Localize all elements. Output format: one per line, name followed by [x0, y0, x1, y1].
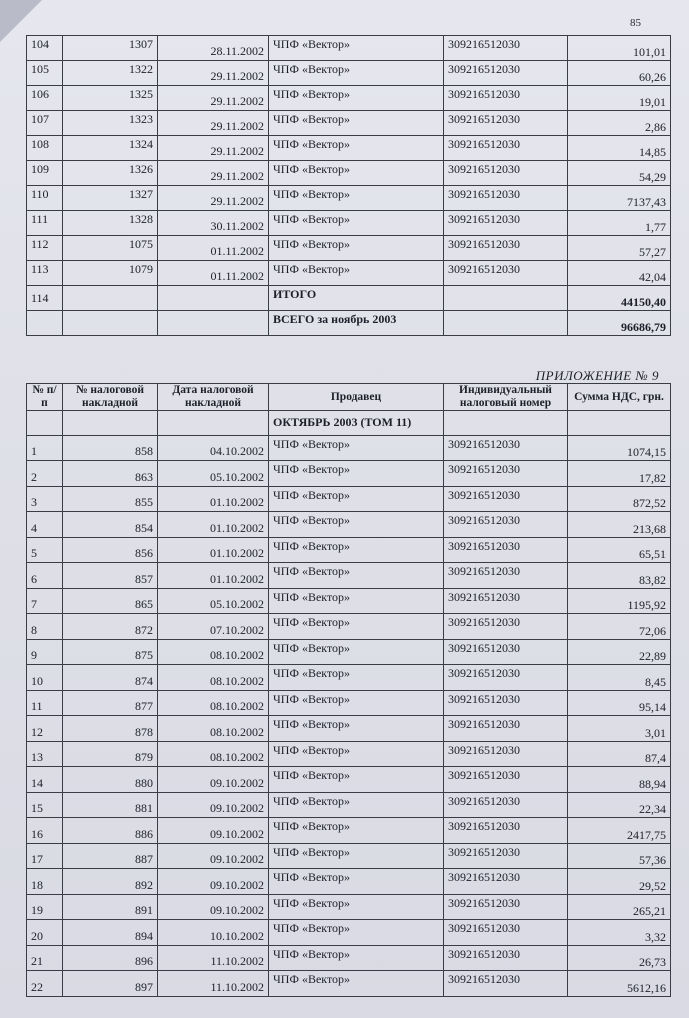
seller-name: ЧПФ «Вектор» — [269, 537, 444, 563]
table-row — [27, 716, 671, 742]
vat-sum: 3,01 — [568, 716, 671, 742]
invoice-date: 05.10.2002 — [158, 588, 269, 614]
invoice-number: 896 — [63, 945, 158, 971]
row-number: 104 — [27, 36, 63, 61]
empty-cell — [63, 286, 158, 311]
table-row — [27, 792, 671, 818]
invoice-number: 1323 — [63, 111, 158, 136]
table-row — [27, 512, 671, 538]
header-sum: Сумма НДС, грн. — [568, 384, 671, 411]
invoice-number: 863 — [63, 461, 158, 487]
seller-name: ЧПФ «Вектор» — [269, 136, 444, 161]
header-invoice: № налоговой накладной — [63, 384, 158, 411]
table-row — [27, 741, 671, 767]
invoice-date: 09.10.2002 — [158, 792, 269, 818]
tax-number: 309216512030 — [444, 614, 568, 640]
invoice-date: 10.10.2002 — [158, 920, 269, 946]
invoice-number: 881 — [63, 792, 158, 818]
row-number: 12 — [27, 716, 63, 742]
row-number: 19 — [27, 894, 63, 920]
invoice-date: 29.11.2002 — [158, 136, 269, 161]
page-number: 85 — [630, 17, 641, 29]
seller-name: ЧПФ «Вектор» — [269, 486, 444, 512]
row-number: 11 — [27, 690, 63, 716]
header-number: № п/п — [27, 384, 63, 411]
seller-name: ЧПФ «Вектор» — [269, 716, 444, 742]
seller-name: ЧПФ «Вектор» — [269, 690, 444, 716]
table-header-row — [27, 384, 671, 411]
table-row — [27, 537, 671, 563]
section-title-row — [27, 411, 671, 436]
seller-name: ЧПФ «Вектор» — [269, 818, 444, 844]
tax-number: 309216512030 — [444, 843, 568, 869]
vat-sum: 8,45 — [568, 665, 671, 691]
table-row — [27, 843, 671, 869]
invoice-number: 887 — [63, 843, 158, 869]
october-table — [26, 383, 671, 997]
vat-sum: 5612,16 — [568, 971, 671, 997]
invoice-date: 04.10.2002 — [158, 435, 269, 461]
table-row — [27, 971, 671, 997]
invoice-date: 08.10.2002 — [158, 716, 269, 742]
invoice-date: 29.11.2002 — [158, 161, 269, 186]
row-number: 4 — [27, 512, 63, 538]
invoice-date: 07.10.2002 — [158, 614, 269, 640]
invoice-date: 01.11.2002 — [158, 261, 269, 286]
row-number: 109 — [27, 161, 63, 186]
table-row — [27, 920, 671, 946]
invoice-date: 08.10.2002 — [158, 690, 269, 716]
row-number: 14 — [27, 767, 63, 793]
seller-name: ЧПФ «Вектор» — [269, 186, 444, 211]
invoice-number: 1075 — [63, 236, 158, 261]
vat-sum: 101,01 — [568, 36, 671, 61]
table-row — [27, 614, 671, 640]
table-row — [27, 894, 671, 920]
tax-number: 309216512030 — [444, 111, 568, 136]
empty-cell — [158, 311, 269, 336]
seller-name: ЧПФ «Вектор» — [269, 971, 444, 997]
empty-cell — [27, 311, 63, 336]
vat-sum: 14,85 — [568, 136, 671, 161]
row-number: 114 — [27, 286, 63, 311]
tax-number: 309216512030 — [444, 161, 568, 186]
tax-number: 309216512030 — [444, 236, 568, 261]
seller-name: ЧПФ «Вектор» — [269, 36, 444, 61]
row-number: 20 — [27, 920, 63, 946]
tax-number: 309216512030 — [444, 537, 568, 563]
vat-sum: 872,52 — [568, 486, 671, 512]
table-row — [27, 435, 671, 461]
tax-number: 309216512030 — [444, 690, 568, 716]
invoice-number: 1079 — [63, 261, 158, 286]
invoice-date: 01.10.2002 — [158, 512, 269, 538]
invoice-number: 857 — [63, 563, 158, 589]
table-row — [27, 767, 671, 793]
section-title: ОКТЯБРЬ 2003 (ТОМ 11) — [269, 411, 444, 436]
table-row — [27, 665, 671, 691]
table-row — [27, 136, 671, 161]
row-number: 15 — [27, 792, 63, 818]
seller-name: ЧПФ «Вектор» — [269, 461, 444, 487]
seller-name: ЧПФ «Вектор» — [269, 61, 444, 86]
invoice-date: 08.10.2002 — [158, 665, 269, 691]
seller-name: ЧПФ «Вектор» — [269, 563, 444, 589]
row-number: 3 — [27, 486, 63, 512]
seller-name: ЧПФ «Вектор» — [269, 588, 444, 614]
vat-sum: 95,14 — [568, 690, 671, 716]
invoice-number: 1328 — [63, 211, 158, 236]
invoice-date: 09.10.2002 — [158, 894, 269, 920]
invoice-date: 08.10.2002 — [158, 741, 269, 767]
seller-name: ЧПФ «Вектор» — [269, 111, 444, 136]
seller-name: ЧПФ «Вектор» — [269, 945, 444, 971]
row-number: 106 — [27, 86, 63, 111]
total-sum: 44150,40 — [568, 286, 671, 311]
seller-name: ЧПФ «Вектор» — [269, 161, 444, 186]
table-row — [27, 36, 671, 61]
empty-cell — [158, 286, 269, 311]
tax-number: 309216512030 — [444, 767, 568, 793]
seller-name: ЧПФ «Вектор» — [269, 665, 444, 691]
row-number: 108 — [27, 136, 63, 161]
vat-sum: 2,86 — [568, 111, 671, 136]
appendix-label: ПРИЛОЖЕНИЕ № 9 — [535, 368, 659, 383]
tax-number: 309216512030 — [444, 563, 568, 589]
invoice-number: 874 — [63, 665, 158, 691]
vat-sum: 213,68 — [568, 512, 671, 538]
table-row — [27, 563, 671, 589]
tax-number: 309216512030 — [444, 36, 568, 61]
invoice-number: 856 — [63, 537, 158, 563]
table-row — [27, 818, 671, 844]
vat-sum: 60,26 — [568, 61, 671, 86]
invoice-number: 880 — [63, 767, 158, 793]
row-number: 112 — [27, 236, 63, 261]
invoice-date: 29.11.2002 — [158, 186, 269, 211]
total-row — [27, 286, 671, 311]
seller-name: ЧПФ «Вектор» — [269, 741, 444, 767]
table-row — [27, 461, 671, 487]
invoice-date: 09.10.2002 — [158, 767, 269, 793]
vat-sum: 17,82 — [568, 461, 671, 487]
seller-name: ЧПФ «Вектор» — [269, 639, 444, 665]
tax-number: 309216512030 — [444, 435, 568, 461]
invoice-number: 1326 — [63, 161, 158, 186]
row-number: 22 — [27, 971, 63, 997]
vat-sum: 87,4 — [568, 741, 671, 767]
invoice-date: 09.10.2002 — [158, 818, 269, 844]
vat-sum: 1074,15 — [568, 435, 671, 461]
table-row — [27, 211, 671, 236]
tax-number: 309216512030 — [444, 61, 568, 86]
tax-number: 309216512030 — [444, 136, 568, 161]
invoice-number: 892 — [63, 869, 158, 895]
invoice-number: 865 — [63, 588, 158, 614]
tax-number: 309216512030 — [444, 261, 568, 286]
invoice-number: 1325 — [63, 86, 158, 111]
tax-number: 309216512030 — [444, 792, 568, 818]
vat-sum: 19,01 — [568, 86, 671, 111]
invoice-number: 1324 — [63, 136, 158, 161]
row-number: 2 — [27, 461, 63, 487]
row-number: 9 — [27, 639, 63, 665]
seller-name: ЧПФ «Вектор» — [269, 512, 444, 538]
invoice-date: 01.11.2002 — [158, 236, 269, 261]
invoice-date: 08.10.2002 — [158, 639, 269, 665]
empty-cell — [444, 286, 568, 311]
tax-number: 309216512030 — [444, 512, 568, 538]
tax-number: 309216512030 — [444, 486, 568, 512]
seller-name: ЧПФ «Вектор» — [269, 767, 444, 793]
vat-sum: 42,04 — [568, 261, 671, 286]
header-inn: Индивидуальный налоговый номер — [444, 384, 568, 411]
invoice-number: 855 — [63, 486, 158, 512]
invoice-number: 886 — [63, 818, 158, 844]
invoice-date: 11.10.2002 — [158, 945, 269, 971]
vat-sum: 72,06 — [568, 614, 671, 640]
row-number: 107 — [27, 111, 63, 136]
table-row — [27, 161, 671, 186]
row-number: 10 — [27, 665, 63, 691]
row-number: 16 — [27, 818, 63, 844]
table-row — [27, 588, 671, 614]
tax-number: 309216512030 — [444, 639, 568, 665]
row-number: 7 — [27, 588, 63, 614]
tax-number: 309216512030 — [444, 461, 568, 487]
seller-name: ЧПФ «Вектор» — [269, 261, 444, 286]
empty-cell — [444, 311, 568, 336]
vat-sum: 57,27 — [568, 236, 671, 261]
row-number: 111 — [27, 211, 63, 236]
invoice-number: 879 — [63, 741, 158, 767]
invoice-number: 877 — [63, 690, 158, 716]
header-seller: Продавец — [269, 384, 444, 411]
invoice-number: 1327 — [63, 186, 158, 211]
row-number: 110 — [27, 186, 63, 211]
invoice-date: 09.10.2002 — [158, 843, 269, 869]
vat-sum: 265,21 — [568, 894, 671, 920]
invoice-number: 897 — [63, 971, 158, 997]
table-row — [27, 945, 671, 971]
vat-sum: 83,82 — [568, 563, 671, 589]
tax-number: 309216512030 — [444, 869, 568, 895]
empty-cell — [63, 311, 158, 336]
table-row — [27, 261, 671, 286]
vat-sum: 29,52 — [568, 869, 671, 895]
invoice-date: 01.10.2002 — [158, 486, 269, 512]
invoice-number: 878 — [63, 716, 158, 742]
row-number: 113 — [27, 261, 63, 286]
row-number: 21 — [27, 945, 63, 971]
tax-number: 309216512030 — [444, 665, 568, 691]
invoice-date: 29.11.2002 — [158, 86, 269, 111]
row-number: 17 — [27, 843, 63, 869]
october-table-body — [27, 411, 671, 997]
november-table-body — [27, 36, 671, 336]
seller-name: ЧПФ «Вектор» — [269, 843, 444, 869]
grand-total-row — [27, 311, 671, 336]
row-number: 6 — [27, 563, 63, 589]
tax-number: 309216512030 — [444, 186, 568, 211]
tax-number: 309216512030 — [444, 741, 568, 767]
total-label: ИТОГО — [269, 286, 444, 311]
seller-name: ЧПФ «Вектор» — [269, 236, 444, 261]
invoice-number: 875 — [63, 639, 158, 665]
tax-number: 309216512030 — [444, 588, 568, 614]
grand-total-label: ВСЕГО за ноябрь 2003 — [269, 311, 444, 336]
table-row — [27, 639, 671, 665]
invoice-date: 28.11.2002 — [158, 36, 269, 61]
vat-sum: 22,34 — [568, 792, 671, 818]
seller-name: ЧПФ «Вектор» — [269, 894, 444, 920]
vat-sum: 22,89 — [568, 639, 671, 665]
vat-sum: 1,77 — [568, 211, 671, 236]
invoice-date: 29.11.2002 — [158, 111, 269, 136]
invoice-date: 30.11.2002 — [158, 211, 269, 236]
invoice-date: 01.10.2002 — [158, 563, 269, 589]
vat-sum: 57,36 — [568, 843, 671, 869]
seller-name: ЧПФ «Вектор» — [269, 435, 444, 461]
row-number: 18 — [27, 869, 63, 895]
tax-number: 309216512030 — [444, 211, 568, 236]
tax-number: 309216512030 — [444, 894, 568, 920]
row-number: 105 — [27, 61, 63, 86]
table-row — [27, 869, 671, 895]
vat-sum: 54,29 — [568, 161, 671, 186]
seller-name: ЧПФ «Вектор» — [269, 86, 444, 111]
row-number: 13 — [27, 741, 63, 767]
seller-name: ЧПФ «Вектор» — [269, 614, 444, 640]
invoice-date: 09.10.2002 — [158, 869, 269, 895]
november-table — [26, 35, 671, 336]
seller-name: ЧПФ «Вектор» — [269, 211, 444, 236]
row-number: 5 — [27, 537, 63, 563]
row-number: 8 — [27, 614, 63, 640]
grand-total-sum: 96686,79 — [568, 311, 671, 336]
vat-sum: 65,51 — [568, 537, 671, 563]
table-row — [27, 236, 671, 261]
row-number: 1 — [27, 435, 63, 461]
tax-number: 309216512030 — [444, 716, 568, 742]
invoice-date: 29.11.2002 — [158, 61, 269, 86]
invoice-number: 1307 — [63, 36, 158, 61]
invoice-number: 872 — [63, 614, 158, 640]
invoice-date: 11.10.2002 — [158, 971, 269, 997]
vat-sum: 7137,43 — [568, 186, 671, 211]
table-row — [27, 111, 671, 136]
table-row — [27, 86, 671, 111]
tax-number: 309216512030 — [444, 945, 568, 971]
vat-sum: 3,32 — [568, 920, 671, 946]
tax-number: 309216512030 — [444, 818, 568, 844]
table-row — [27, 61, 671, 86]
vat-sum: 88,94 — [568, 767, 671, 793]
invoice-number: 854 — [63, 512, 158, 538]
invoice-number: 858 — [63, 435, 158, 461]
seller-name: ЧПФ «Вектор» — [269, 920, 444, 946]
header-date: Дата налоговой накладной — [158, 384, 269, 411]
invoice-date: 01.10.2002 — [158, 537, 269, 563]
invoice-date: 05.10.2002 — [158, 461, 269, 487]
invoice-number: 1322 — [63, 61, 158, 86]
table-row — [27, 486, 671, 512]
invoice-number: 891 — [63, 894, 158, 920]
invoice-number: 894 — [63, 920, 158, 946]
vat-sum: 2417,75 — [568, 818, 671, 844]
vat-sum: 26,73 — [568, 945, 671, 971]
table-row — [27, 690, 671, 716]
tax-number: 309216512030 — [444, 971, 568, 997]
tax-number: 309216512030 — [444, 86, 568, 111]
tax-number: 309216512030 — [444, 920, 568, 946]
table-row — [27, 186, 671, 211]
vat-sum: 1195,92 — [568, 588, 671, 614]
seller-name: ЧПФ «Вектор» — [269, 792, 444, 818]
seller-name: ЧПФ «Вектор» — [269, 869, 444, 895]
